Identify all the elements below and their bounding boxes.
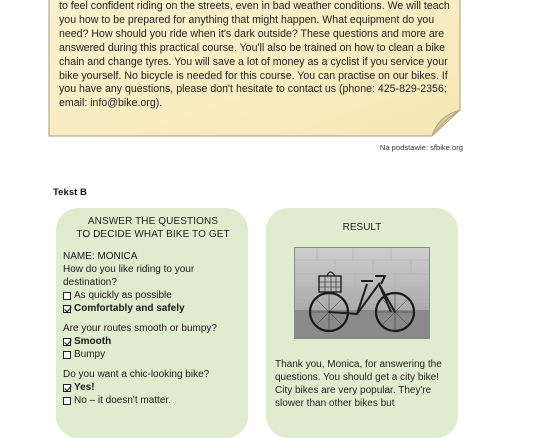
checkbox-icon[interactable] — [63, 397, 71, 405]
checkbox-icon[interactable] — [63, 351, 71, 359]
q3-option-yes[interactable]: Yes! — [63, 381, 243, 394]
checkbox-checked-icon[interactable] — [63, 384, 71, 392]
questionnaire-title: ANSWER THE QUESTIONS TO DECIDE WHAT BIKE TO GET — [76, 216, 230, 240]
bicycle-photo — [294, 247, 430, 339]
question-1: How do you like riding to your destination? — [63, 264, 195, 288]
q3-option-no[interactable]: No – it doesn't matter. — [63, 394, 243, 407]
section-label: Tekst B — [53, 187, 87, 198]
bicycle-image — [295, 248, 429, 338]
course-info-note — [48, 0, 461, 138]
name-line: NAME: MONICA — [63, 251, 138, 262]
checkbox-checked-icon[interactable] — [63, 305, 71, 313]
q2-option-smooth[interactable]: Smooth — [63, 335, 243, 348]
result-title: RESULT — [342, 222, 382, 233]
source-credit: Na podstawie: sfbike.org — [379, 143, 463, 152]
questionnaire-panel — [56, 208, 248, 438]
checkbox-icon[interactable] — [63, 292, 71, 300]
question-3: Do you want a chic-looking bike? — [63, 369, 210, 380]
q2-option-bumpy[interactable]: Bumpy — [63, 348, 243, 361]
result-panel — [266, 208, 458, 438]
q1-option-comfortable[interactable]: Comfortably and safely — [63, 302, 243, 315]
checkbox-checked-icon[interactable] — [63, 338, 71, 346]
question-2: Are your routes smooth or bumpy? — [63, 323, 217, 334]
result-text: Thank you, Monica, for answering the questions. You should get a city bike! City bikes are very popular. They're slower than other bikes but — [275, 359, 442, 409]
note-text: to feel confident riding on the streets, even in bad weather conditions. We will teach you how to be prepared for anything that might happen. What equipment do you need? How should you ride when it's dark outside? These questions and more are answered during this practical course. You'll also be trained on how to clean a bike chain and change tyres. You will save a lot of money as a cyclist if you service your bike yourself. No bicycle is needed for this course. You can practise on our bikes. If you have any questions, please don't hesitate to contact us (phone: 425-829-2356; email: info@bike.org). — [59, 0, 450, 110]
q1-option-quick[interactable]: As quickly as possible — [63, 289, 243, 302]
